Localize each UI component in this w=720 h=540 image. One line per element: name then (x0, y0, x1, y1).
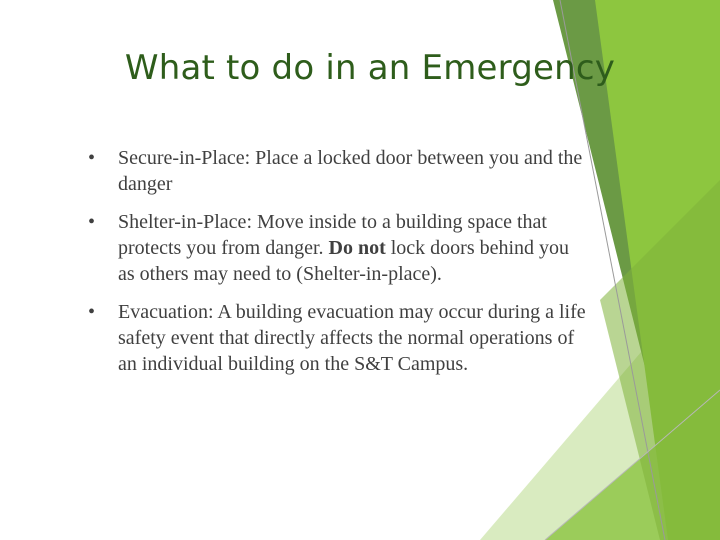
bullet-item-secure-in-place (88, 145, 588, 197)
bullet-marker: • (88, 301, 96, 323)
slide-title: What to do in an Emergency (124, 48, 616, 88)
bullet-text-part: Shelter-in-Place: Move inside to a building space that protects you from danger. (118, 211, 547, 259)
bullet-item-shelter-in-place (88, 209, 588, 287)
bullet-list (88, 145, 588, 389)
bullet-text: Secure-in-Place: Place a locked door between you and the danger (118, 147, 583, 195)
bullet-bold-text: Do not (328, 237, 386, 259)
bullet-marker: • (88, 147, 96, 169)
bullet-text: Evacuation: A building evacuation may occur during a life safety event that directly affects the normal operations of an individual building on the S&T Campus. (118, 301, 586, 375)
bullet-text-part: lock doors behind you as others may need to (Shelter-in-place). (118, 237, 570, 285)
bullet-item-evacuation (88, 299, 588, 377)
bullet-marker: • (88, 211, 96, 233)
